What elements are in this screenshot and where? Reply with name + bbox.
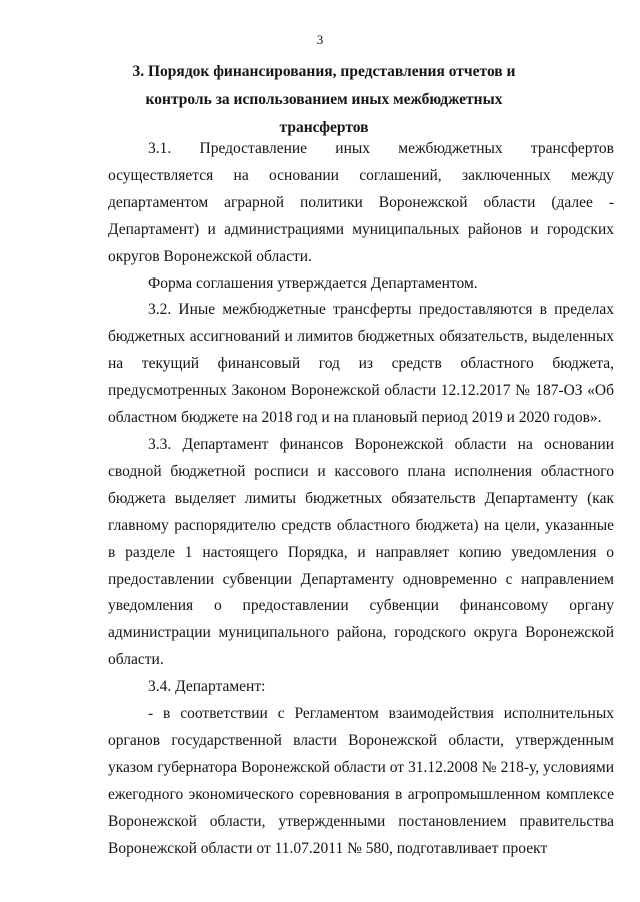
paragraph-3-4: 3.4. Департамент:: [148, 678, 266, 696]
paragraph-3-1: 3.1. Предоставление иных межбюджетных трансфертов осуществляется на основании соглашений, заключенных между департаментом аграрной политики Воронежской области (далее - Департамент) и администрациями муниципальных районов и городских округов Воронежской области.: [108, 140, 614, 265]
paragraph-3-2: 3.2. Иные межбюджетные трансферты предоставляются в пределах бюджетных ассигнований и лимитов бюджетных обязательств, выделенных на текущий финансовый год из средств областного бюджета, предусмотренных Законом Воронежской области 12.12.2017 № 187-ОЗ «Об областном бюджете на 2018 год и на плановый период 2019 и 2020 годов».: [108, 301, 614, 427]
paragraph-3-3: 3.3. Департамент финансов Воронежской области на основании сводной бюджетной росписи и кассового плана исполнения областного бюджета выделяет лимиты бюджетных обязательств Департаменту (как главному распорядителю средств областного бюджета) на цели, указанные в разделе 1 настоящего Порядка, и направляет копию уведомления о предоставлении субвенции Департаменту одновременно с направлением уведомления о предоставлении субвенции финансовому органу администрации муниципального района, городского округа Воронежской области.: [108, 435, 614, 669]
paragraph-3-4-item: - в соответствии с Регламентом взаимодействия исполнительных органов государственной власти Воронежской области, утвержденным указом губернатора Воронежской области от 31.12.2008 № 218-у, условиями ежегодного экономического соревнования в агропромышленном комплексе Воронежской области, утвержденными постановлением правительства Воронежской области от 11.07.2011 № 580, подготавливает проект: [108, 705, 614, 857]
paragraph-agreement-form: Форма соглашения утверждается Департаментом.: [148, 274, 478, 292]
page-number: 3: [316, 32, 324, 47]
document-body: [108, 136, 614, 862]
section-heading: 3. Порядок финансирования, представления отчетов и контроль за использованием иных межбюджетных трансфертов: [132, 63, 516, 136]
